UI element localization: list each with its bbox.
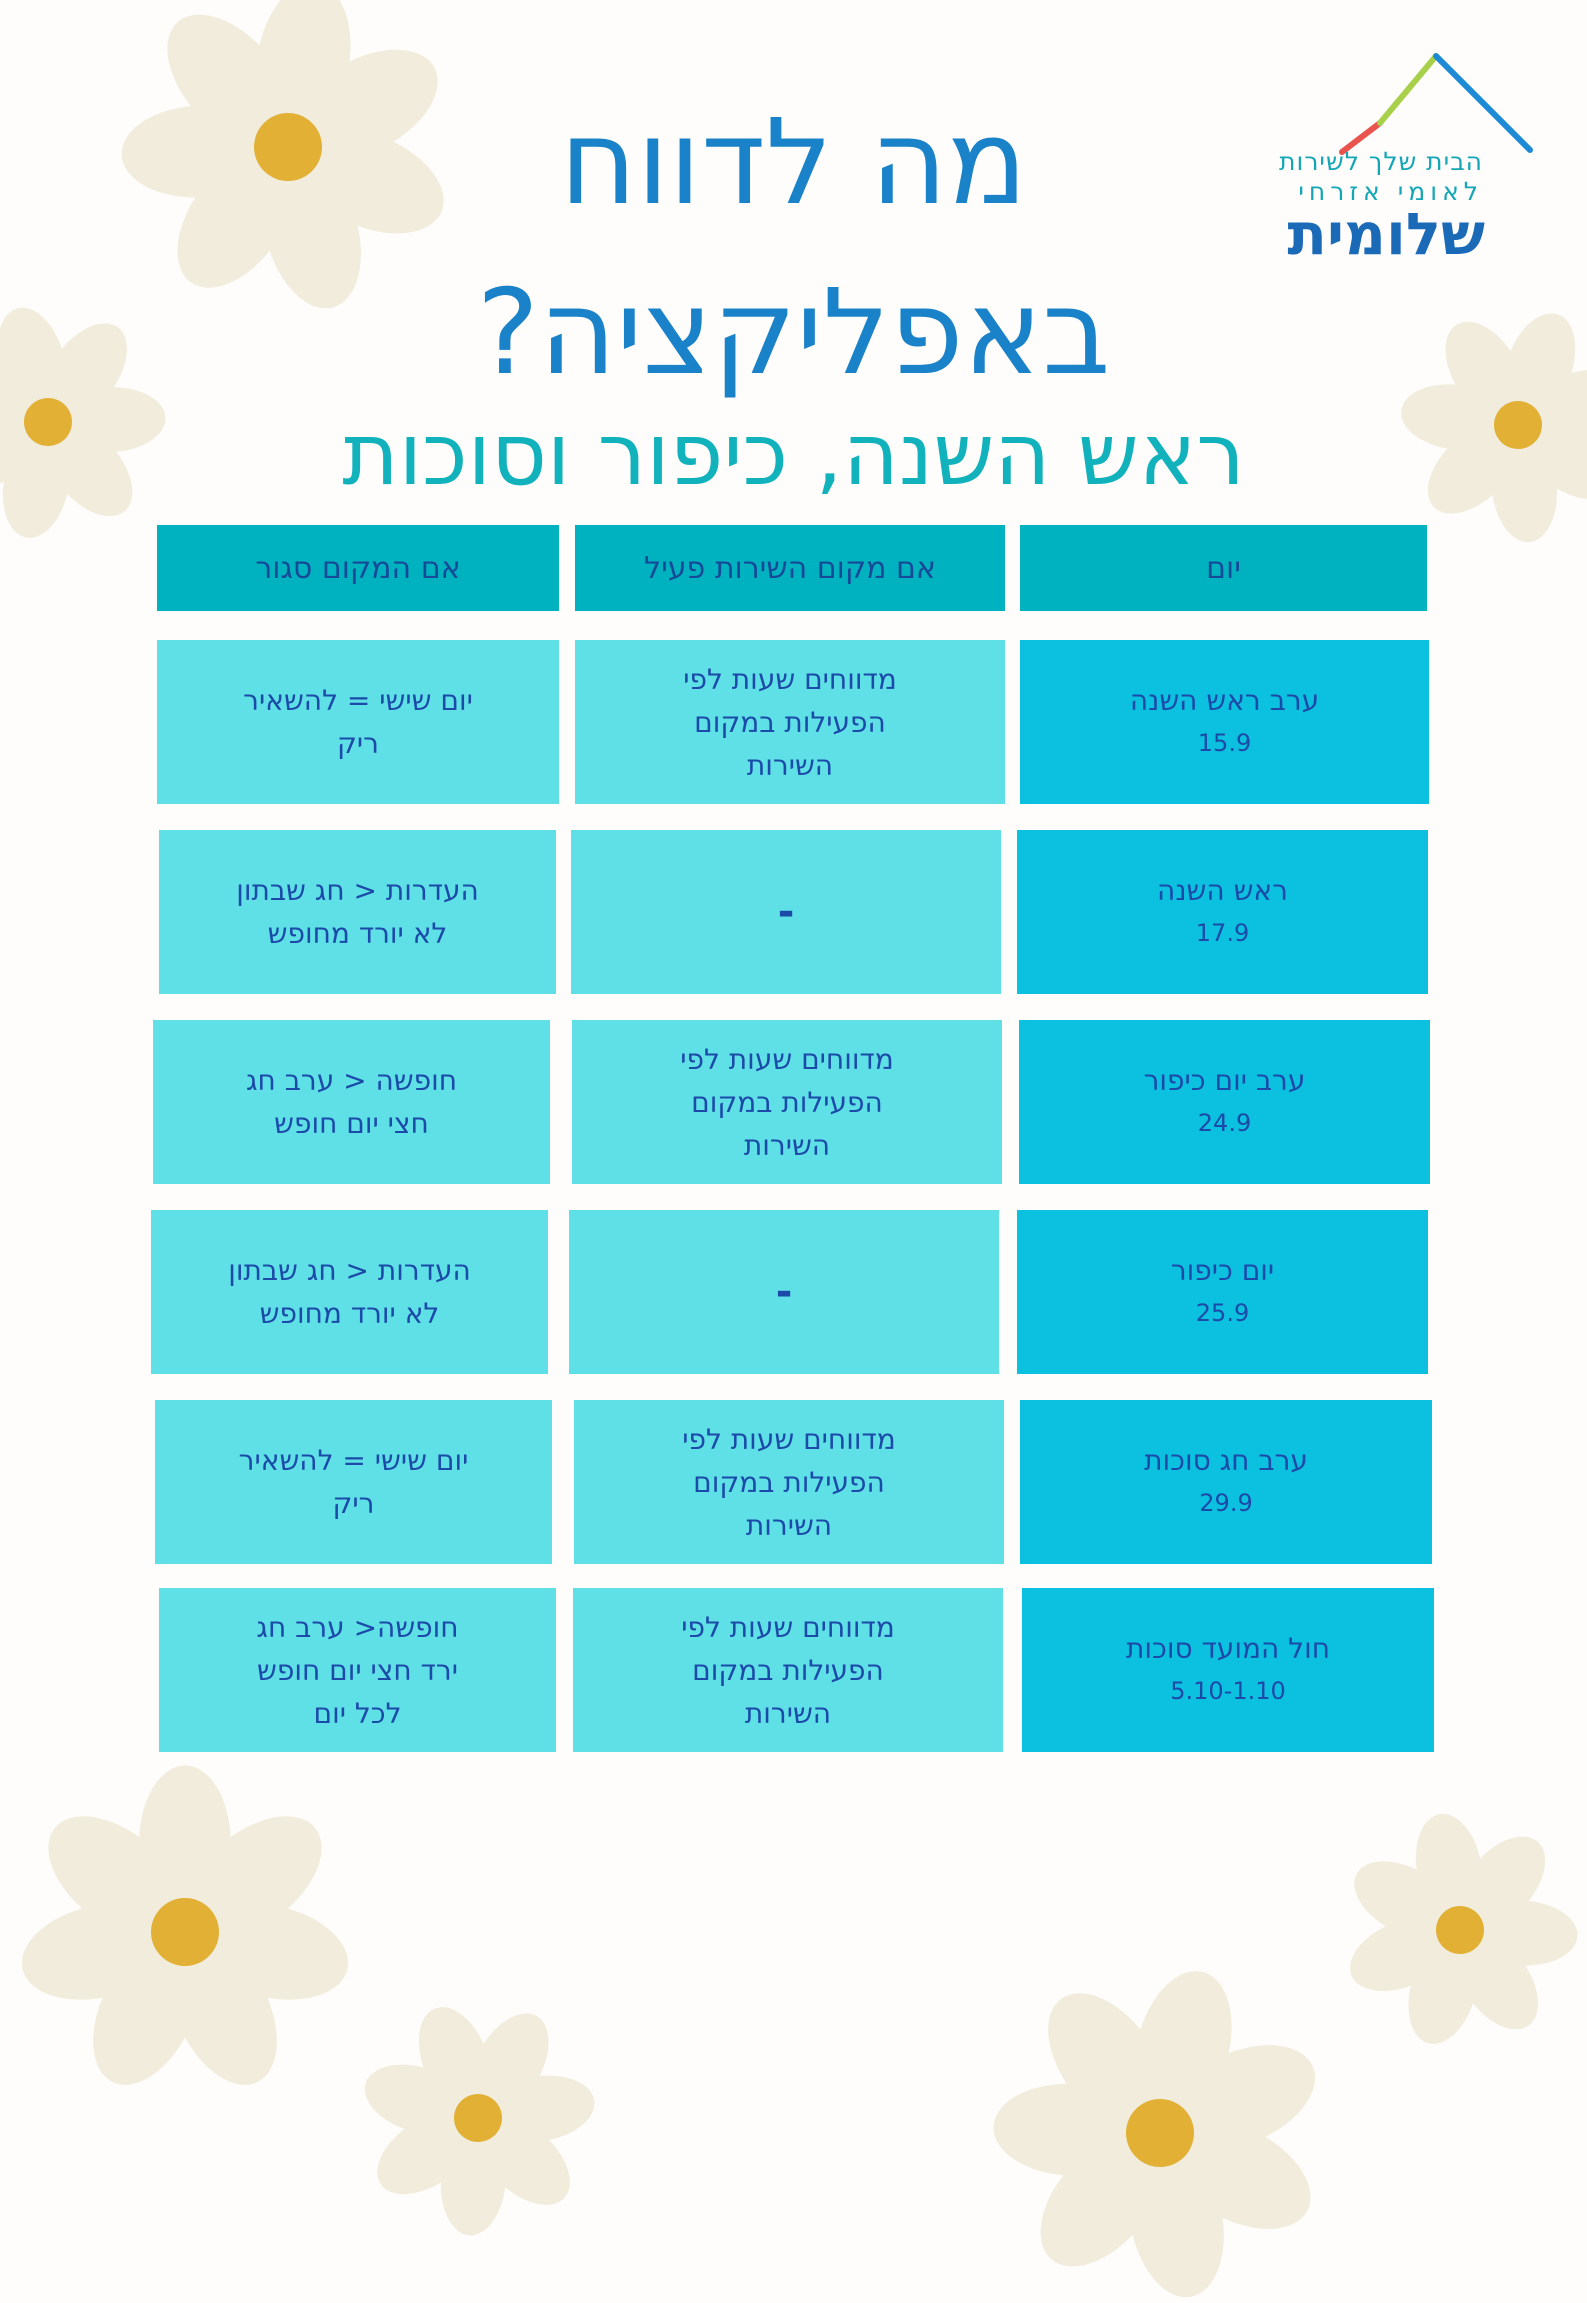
table-row-4-day-cell bbox=[1017, 1210, 1428, 1374]
header-active: אם מקום השירות פעיל bbox=[575, 525, 1005, 611]
daisy-flower-icon bbox=[990, 1963, 1330, 2303]
day-date: 15.9 bbox=[1197, 729, 1252, 757]
daisy-flower-icon bbox=[358, 1998, 598, 2238]
logo-tagline-line1: הבית שלך לשירות bbox=[1279, 147, 1483, 176]
day-date: 24.9 bbox=[1197, 1109, 1252, 1137]
day-date: 29.9 bbox=[1199, 1489, 1253, 1517]
logo-tagline-line2: לאומי אזרחי bbox=[1298, 177, 1483, 206]
day-date: 25.9 bbox=[1195, 1299, 1250, 1327]
table-row-3-active: מדווחים שעות לפי הפעילות במקום השירות bbox=[572, 1020, 1002, 1184]
table-row-5-closed: יום שישי = להשאיר ריק bbox=[155, 1400, 552, 1564]
table-row-1-day-cell bbox=[1020, 640, 1429, 804]
header-day: יום bbox=[1020, 525, 1427, 611]
table-row-5-day-cell bbox=[1020, 1400, 1432, 1564]
table-row-2-active: - bbox=[571, 830, 1001, 994]
table-row-2-day-cell bbox=[1017, 830, 1428, 994]
page-title-line1: מה לדווח bbox=[559, 93, 1028, 231]
day-date: 5.10-1.10 bbox=[1170, 1677, 1286, 1705]
table-row-4-closed: העדרות < חג שבתון לא יורד מחופש bbox=[151, 1210, 548, 1374]
day-name: ערב יום כיפור bbox=[1143, 1064, 1306, 1097]
day-name: ערב ראש השנה bbox=[1129, 684, 1320, 717]
table-row-4-active: - bbox=[569, 1210, 999, 1374]
table-row-5-active: מדווחים שעות לפי הפעילות במקום השירות bbox=[574, 1400, 1004, 1564]
day-date: 17.9 bbox=[1195, 919, 1250, 947]
daisy-center bbox=[151, 1898, 219, 1966]
organization-logo bbox=[1279, 50, 1540, 270]
header-closed: אם המקום סגור bbox=[157, 525, 559, 611]
table-row-6-closed: חופשה< ערב חג ירד חצי יום חופש לכל יום bbox=[159, 1588, 556, 1752]
table-row-2-closed: העדרות < חג שבתון לא יורד מחופש bbox=[159, 830, 556, 994]
table-row-6-day-cell bbox=[1022, 1588, 1434, 1752]
logo-name: שלומית bbox=[1287, 200, 1485, 268]
page-subtitle: ראש השנה, כיפור וסוכות bbox=[342, 405, 1245, 505]
day-name: יום כיפור bbox=[1170, 1254, 1275, 1287]
page-title-line2: באפליקציה? bbox=[476, 263, 1111, 401]
table-row-1-active: מדווחים שעות לפי הפעילות במקום השירות bbox=[575, 640, 1005, 804]
day-name: ראש השנה bbox=[1157, 874, 1288, 907]
day-name: ערב חג סוכות bbox=[1144, 1444, 1308, 1477]
table-row-3-day-cell bbox=[1019, 1020, 1430, 1184]
day-name: חול המועד סוכות bbox=[1125, 1632, 1331, 1665]
table-row-6-active: מדווחים שעות לפי הפעילות במקום השירות bbox=[573, 1588, 1003, 1752]
daisy-flower-icon bbox=[15, 1762, 355, 2102]
table-row-1-closed: יום שישי = להשאיר ריק bbox=[157, 640, 559, 804]
table-row-3-closed: חופשה < ערב חג חצי יום חופש bbox=[153, 1020, 550, 1184]
daisy-flower-icon bbox=[1340, 1810, 1580, 2050]
